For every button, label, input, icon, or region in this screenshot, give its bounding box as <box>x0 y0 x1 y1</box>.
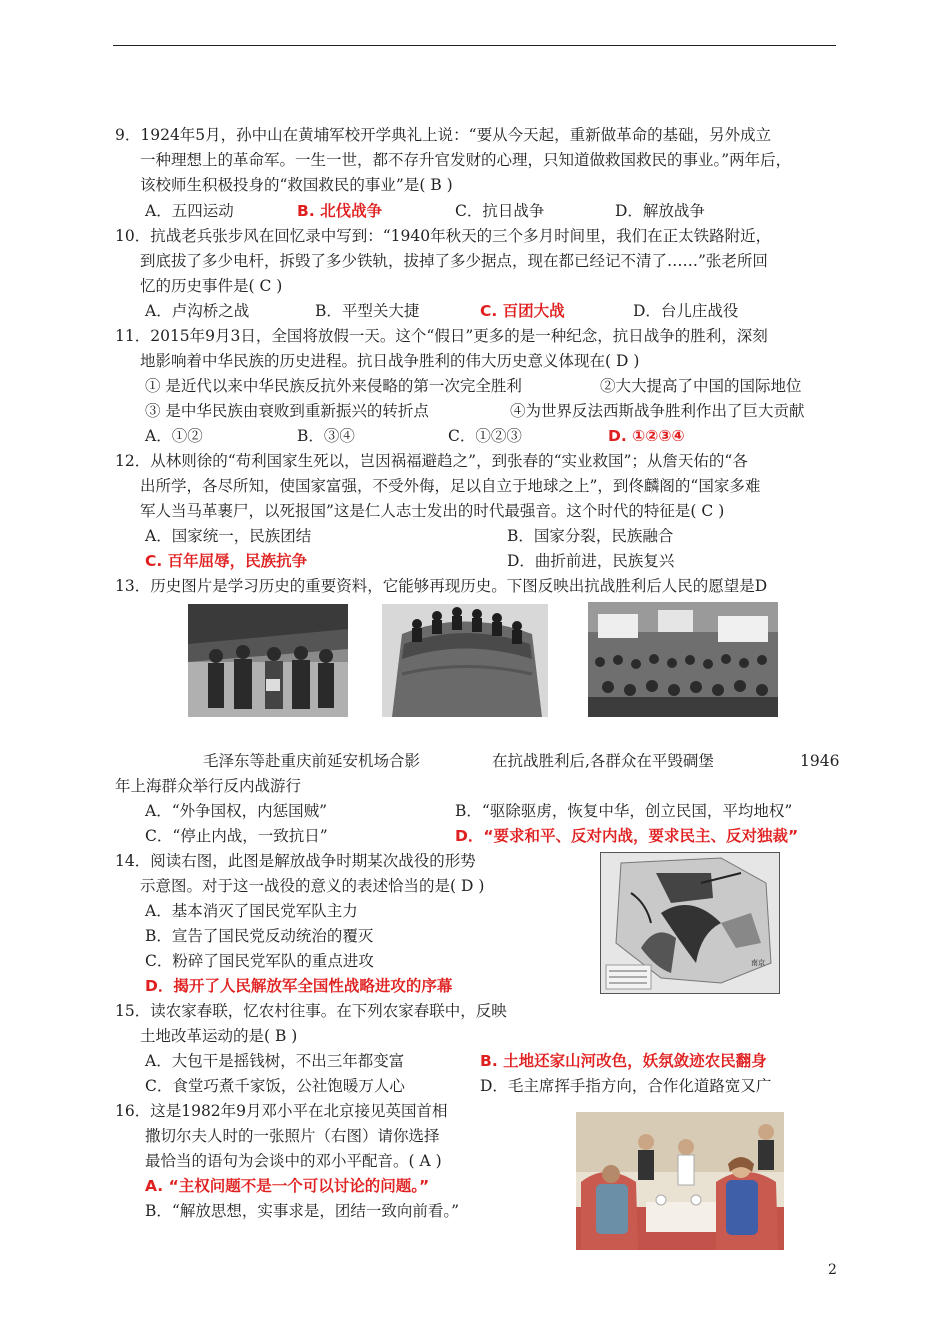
q11-option-d-answer: D. ①②③④ <box>608 427 685 445</box>
page-number: 2 <box>828 1262 837 1278</box>
q11-option-a: A．①② <box>145 427 203 445</box>
q16-line-1: 16．这是1982年9月邓小平在北京接见英国首相 <box>115 1102 448 1120</box>
q11-statement-2: ②大大提高了中国的国际地位 <box>600 377 802 395</box>
q10-option-c-answer: C. 百团大战 <box>480 302 565 320</box>
q15-option-b-answer: B. 土地还家山河改色，妖氛敛迹农民翻身 <box>480 1052 767 1070</box>
q12-option-d: D．曲折前进，民族复兴 <box>507 552 675 570</box>
q13-option-a: A．“外争国权，内惩国贼” <box>145 802 328 820</box>
q13-option-b: B．“驱除驱虏，恢复中华，创立民国，平均地权” <box>455 802 793 820</box>
q12-line-1: 12．从林则徐的“苟利国家生死以，岂因祸福避趋之”，到张春的“实业救国”；从詹天佑的“各 <box>115 452 748 470</box>
q12-line-3: 军人当马革裹尸，以死报国”这是仁人志士发出的时代最强音。这个时代的特征是( C ) <box>140 502 725 520</box>
q14-line-2: 示意图。对于这一战役的意义的表述恰当的是( D ) <box>140 877 485 895</box>
q12-option-c-answer: C. 百年屈辱，民族抗争 <box>145 552 308 570</box>
q12-option-b: B．国家分裂，民族融合 <box>507 527 674 545</box>
q9-line-2: 一种理想上的革命军。一生一世，都不存升官发财的心理，只知道做救国救民的事业。”两年后， <box>140 151 792 169</box>
q11-statement-4: ④为世界反法西斯战争胜利作出了巨大贡献 <box>510 402 805 420</box>
q9-option-a: A．五四运动 <box>145 202 234 220</box>
q9-line-3: 该校师生积极投身的“救国救民的事业”是( B ) <box>140 176 453 194</box>
q10-option-a: A．卢沟桥之战 <box>145 302 250 320</box>
q13-option-d-answer: D．“要求和平、反对内战，要求民主、反对独裁” <box>455 827 799 845</box>
q15-option-a: A．大包干是摇钱树，不出三年都变富 <box>145 1052 405 1070</box>
q13-caption-1: 毛泽东等赴重庆前延安机场合影 <box>203 752 421 770</box>
q11-option-c: C．①②③ <box>448 427 522 445</box>
photo-demolish-blockhouse <box>382 604 548 717</box>
q9-option-d: D．解放战争 <box>615 202 705 220</box>
photo-shanghai-protest <box>588 602 778 717</box>
q11-statement-1: ① 是近代以来中华民族反抗外来侵略的第一次完全胜利 <box>145 377 522 395</box>
q11-statement-3: ③ 是中华民族由衰败到重新振兴的转折点 <box>145 402 429 420</box>
q11-line-1: 11．2015年9月3日，全国将放假一天。这个“假日”更多的是一种纪念，抗日战争的胜利，深刻 <box>115 327 768 345</box>
q14-option-b: B．宣告了国民党反动统治的覆灭 <box>145 927 374 945</box>
q10-option-d: D．台儿庄战役 <box>633 302 739 320</box>
q13-option-c: C．“停止内战，一致抗日” <box>145 827 328 845</box>
q9-option-c: C．抗日战争 <box>455 202 545 220</box>
photo-yanan-airport <box>188 604 348 717</box>
q9-line-1: 9．1924年5月，孙中山在黄埔军校开学典礼上说：“要从今天起，重新做革命的基础，另外成立 <box>115 126 772 144</box>
q13-caption-3: 1946 <box>800 752 840 770</box>
q11-line-2: 地影响着中华民族的历史进程。抗日战争胜利的伟大历史意义体现在( D ) <box>140 352 640 370</box>
q16-option-a-answer: A. “主权问题不是一个可以讨论的问题。” <box>145 1177 430 1195</box>
q12-option-a: A．国家统一，民族团结 <box>145 527 312 545</box>
q14-option-a: A．基本消灭了国民党军队主力 <box>145 902 358 920</box>
campaign-map <box>600 852 780 994</box>
q13-caption-cont: 年上海群众举行反内战游行 <box>115 777 302 795</box>
map-label-nanjing: 南京 <box>751 959 765 967</box>
q12-line-2: 出所学，各尽所知，使国家富强，不受外侮，足以自立于地球之上”，到佟麟阁的“国家多难 <box>140 477 761 495</box>
q16-line-2: 撒切尔夫人时的一张照片（右图）请你选择 <box>145 1127 440 1145</box>
q14-option-d-answer: D．揭开了人民解放军全国性战略进攻的序幕 <box>145 977 453 995</box>
q13-line-1: 13．历史图片是学习历史的重要资料，它能够再现历史。下图反映出抗战胜利后人民的愿望是D <box>115 577 768 595</box>
q10-line-1: 10．抗战老兵张步风在回忆录中写到：“1940年秋天的三个多月时间里，我们在正太铁路附近， <box>115 227 772 245</box>
q14-option-c: C．粉碎了国民党军队的重点进攻 <box>145 952 374 970</box>
q11-option-b: B．③④ <box>297 427 355 445</box>
q16-option-b: B．“解放思想，实事求是，团结一致向前看。” <box>145 1202 459 1220</box>
q10-line-2: 到底拔了多少电杆，拆毁了多少铁轨，拔掉了多少据点，现在都已经记不清了……”张老所回 <box>140 252 768 270</box>
q15-option-c: C．食堂巧煮千家饭，公社饱暖万人心 <box>145 1077 405 1095</box>
q14-line-1: 14．阅读右图，此图是解放战争时期某次战役的形势 <box>115 852 476 870</box>
q15-line-2: 土地改革运动的是( B ) <box>140 1027 298 1045</box>
q9-option-b-answer: B. 北伐战争 <box>297 202 383 220</box>
q10-line-3: 忆的历史事件是( C ) <box>140 277 283 295</box>
q13-caption-2: 在抗战胜利后,各群众在平毁碉堡 <box>492 752 714 770</box>
q16-line-3: 最恰当的语句为会谈中的邓小平配音。( A ) <box>145 1152 442 1170</box>
photo-deng-thatcher-meeting <box>576 1112 784 1250</box>
header-rule <box>113 45 836 46</box>
q15-option-d: D．毛主席挥手指方向，合作化道路宽又广 <box>480 1077 772 1095</box>
q15-line-1: 15．读农家春联，忆农村往事。在下列农家春联中，反映 <box>115 1002 507 1020</box>
q10-option-b: B．平型关大捷 <box>315 302 420 320</box>
